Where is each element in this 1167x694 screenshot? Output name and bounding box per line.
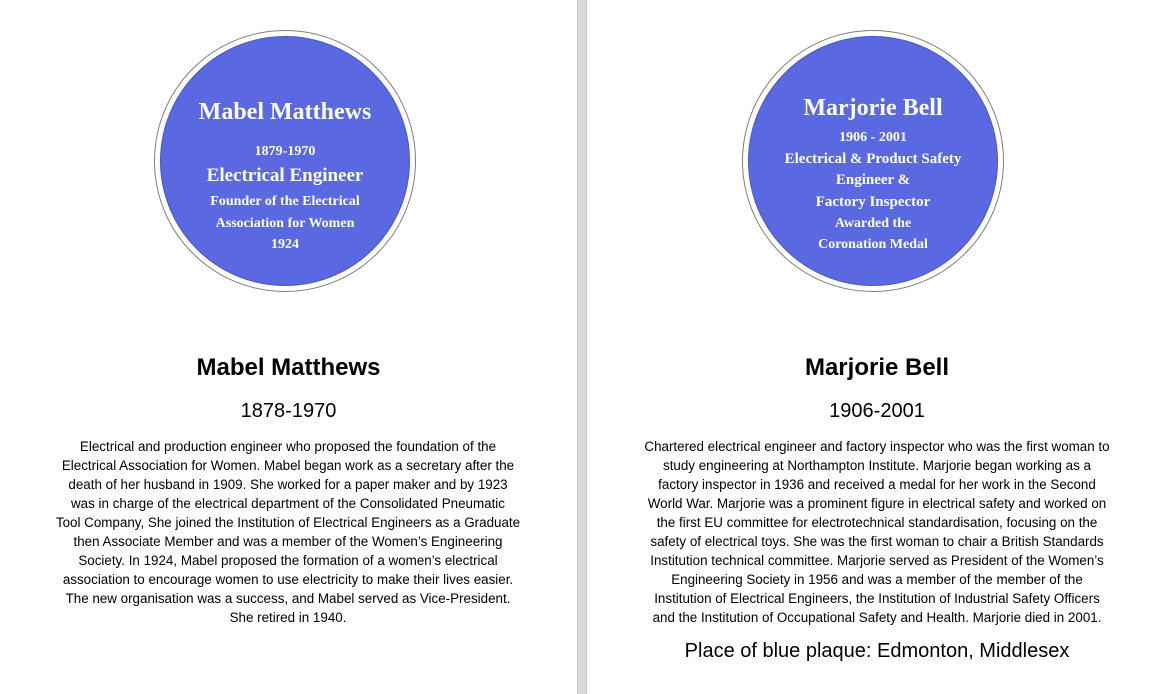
plaque-line: 1924 (271, 237, 299, 252)
blue-plaque-disc (748, 36, 998, 286)
person-years: 1878-1970 (240, 400, 337, 422)
plaque-location: Place of blue plaque: Edmonton, Middlesex (684, 640, 1070, 662)
plaque-title: Factory Inspector (815, 194, 931, 210)
plaque-line: Association for Women (215, 216, 355, 231)
bio-line: Institution technical committee. Marjorie served as President of the Women’s (650, 553, 1104, 568)
bio-line: safety of electrical toys. She was the first woman to chair a British Standards (650, 534, 1104, 549)
bio-line: World War. Marjorie was a prominent figure in electrical safety and worked on (647, 496, 1107, 511)
bio-line: the first EU committee for electrotechnical standardisation, focusing on the (656, 515, 1098, 530)
bio-line: Institution of Electrical Engineers, the Institution of Industrial Safety Officers (654, 591, 1100, 606)
bio-line: study engineering at Northampton Institute. Marjorie began working as a (663, 458, 1091, 473)
plaque-name: Marjorie Bell (803, 95, 943, 121)
bio-line: and the Institution of Occupational Safety and Health. Marjorie died in 2001. (652, 610, 1102, 625)
plaque-title: Engineer & (835, 172, 911, 188)
bio-line: Society. In 1924, Mabel proposed the formation of a women’s electrical (78, 553, 498, 568)
person-years: 1906-2001 (829, 400, 925, 422)
bio-line: Tool Company, She joined the Institution of Electrical Engineers as a Graduate (55, 515, 521, 530)
plaque-title: Electrical & Product Safety (784, 151, 962, 167)
person-name-heading: Mabel Matthews (196, 354, 381, 381)
blue-plaque-disc (160, 36, 410, 286)
bio-line: factory inspector in 1936 and received a medal for her work in the Second (658, 477, 1096, 492)
bio-line: She retired in 1940. (229, 610, 347, 625)
plaque-title: Electrical Engineer (206, 165, 364, 186)
biography-text (18, 437, 558, 627)
bio-line: Chartered electrical engineer and factory inspector who was the first woman to (644, 439, 1110, 454)
plaque-line: Founder of the Electrical (210, 194, 360, 209)
bio-line: The new organisation was a success, and Mabel served as Vice-President. (65, 591, 511, 606)
bio-line: Electrical and production engineer who proposed the foundation of the (79, 439, 497, 454)
bio-line: death of her husband in 1909. She worked for a paper maker and by 1923 (68, 477, 508, 492)
plaque-line: Awarded the (834, 216, 912, 231)
blue-plaque-image (742, 30, 1004, 292)
bio-line: was in charge of the electrical department of the Consolidated Pneumatic (71, 496, 505, 511)
bio-line: Electrical Association for Women. Mabel began work as a secretary after the (61, 458, 515, 473)
page-divider (577, 0, 587, 694)
person-name-heading: Marjorie Bell (804, 354, 950, 381)
plaque-name: Mabel Matthews (198, 99, 372, 125)
plaque-line: Coronation Medal (818, 237, 928, 252)
plaque-dates: 1906 - 2001 (839, 130, 907, 145)
bio-line: Engineering Society in 1956 and was a member of the member of the (671, 572, 1083, 587)
bio-line: association to encourage women to use electricity to make their lives easier. (62, 572, 514, 587)
biography-text (595, 437, 1159, 627)
plaque-dates: 1879-1970 (254, 144, 316, 159)
blue-plaque-image (154, 30, 416, 292)
bio-line: then Associate Member and was a member of the Women’s Engineering (73, 534, 503, 549)
